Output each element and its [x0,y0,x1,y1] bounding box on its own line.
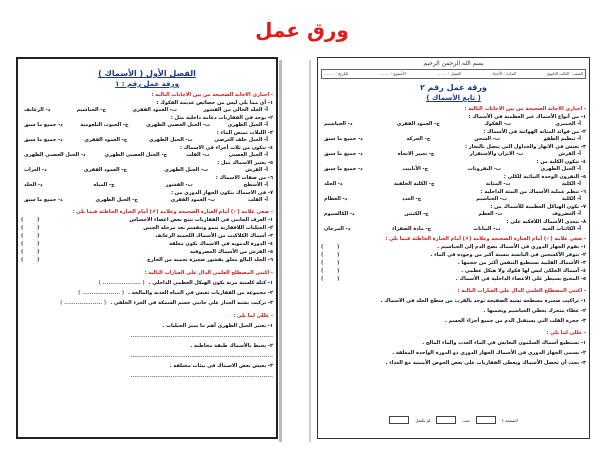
mcq-option[interactable]: د- جميع ما سبق [324,166,363,172]
mcq-option[interactable]: د- الزعانف [24,107,51,113]
mcq-question: ٦- تنظم عملية الأسماك من البيئة الداخلية : [480,189,586,195]
mcq-option[interactable]: د- الحبل العصبي الظهري [24,152,86,158]
terms-heading: - اكتبي المصطلح العلمي الدال على العبارات التالية : [144,270,273,276]
mcq-option[interactable]: ج- تغيير الاتجاه [397,151,435,157]
mcq-option[interactable]: أ- الحبل خلف الغرضي [214,137,268,143]
mcq-option[interactable]: ب- الخياشيم [476,196,508,202]
mcq-heading: - اختاري الاجابة الصحيحة من بين الاجابات التالية : [151,92,273,98]
footer-done-label: تمت [462,417,470,423]
mcq-question: ٥- يعتبر الاسماك مثل : [217,160,273,166]
true-false-item [321,260,586,267]
mcq-question: ٧- تكون الهياكل العظمية للأسماك من : [490,204,586,210]
mcq-option[interactable]: د- الكالسيوم [324,211,355,217]
mcq-question: ٤- تتكون الكلية من : [536,159,586,165]
mcq-option[interactable]: ب- الاتزان والاستقرار [469,151,524,157]
statement-text: ٣- الأسماك القلبية تستطيع التنفس أكثر من حجمها . [457,260,586,266]
statement-text: ٥- المخيخ يسيطر على الاعضاء الداخلية في الأسماك . [455,276,586,282]
mcq-option[interactable]: ج- الخياشيم [76,107,106,113]
reasons-heading: - عللي لما يلي : [546,330,586,336]
mcq-option[interactable]: ب- القشور [165,182,193,188]
mcq-options [24,122,268,129]
page-1-subtitle: ورقة عمل رقم : ١ [115,80,179,88]
mcq-option[interactable]: أ- الأسطح [243,182,268,188]
mcq-options [324,211,581,218]
mcq-question: ٢- من فوائد المثانة الهوائية في الأسماك : [483,129,586,135]
mcq-question: ١- أي مما يلي ليس من خصائص عديمة الفكوك : [156,100,273,106]
mcq-question: ٧- في الاسماك يتكون الجهاز الدوري من : [171,190,273,196]
mcq-option[interactable]: أ- تنظيم الطفو [543,136,581,142]
mcq-options [24,137,268,144]
mcq-option[interactable]: د- المرجان [324,226,351,232]
mcq-options [24,197,268,204]
true-false-item [321,244,586,251]
statement-text: ٥- القرش من الأسماك الغضروفية [190,249,273,255]
statement-text: ١- العرف الجانبي في الفقاريات تنتج بعض اعضاء الاحساس [129,217,273,223]
answer-marker[interactable]: ( ) [321,252,346,258]
term-item-text: ٣- تركيب يشبه الجدار على جانبي جسم السمكة في الجزء الخلفي . [110,300,273,306]
statement-text: ٤- أسماك الجلكى ليس لها فكوك ولا هيكل عظمي . [461,268,586,274]
mcq-option[interactable]: ب- المثانة [485,181,511,187]
statement-text: ٣- أسماك الكلاكنث من الأسماك اللحمية الزعانف [155,233,273,239]
statement-text: ١- يقوم الجهاز الدوري في الأسماك بضخ الدم إلى الخياشيم . [437,244,586,250]
mcq-option[interactable]: أ- القرش [558,151,581,157]
mcq-option[interactable]: ب- الحبل الظهري [164,167,209,173]
mcq-option[interactable]: ج- المياه [93,182,115,188]
mcq-option[interactable]: ج- الكيتين [404,211,429,217]
mcq-option[interactable]: أ- الجمبري [555,121,581,127]
answer-marker[interactable]: ( ) [321,276,346,282]
true-false-item [21,225,273,232]
mcq-option[interactable]: أ- الحيل العصبي [228,152,268,158]
true-false-section [18,217,276,264]
mcq-option[interactable]: أ- القرش [245,167,268,173]
terms-section [18,280,276,307]
true-false-item [21,241,273,248]
answer-marker[interactable]: ( ) [321,268,346,274]
reasons-heading: - عللي لما يلي : [233,313,273,319]
true-false-item [21,217,273,224]
answer-marker[interactable]: ( ) [321,244,346,250]
mcq-option[interactable]: د- العظام [324,196,348,202]
mcq-question: ٨- تتغذى الأسماك اللافكية على : [506,219,586,225]
mcq-option[interactable]: أ- الجلد الخالي من القشور [203,107,268,113]
true-false-item [21,249,273,256]
statement-text: ٦- الجلد البالغ مغلق بقشور صغيرة تحميه من الخارج [147,257,273,263]
mcq-question: ٥- النفرون الوحدة البنائية للكلى : [503,174,586,180]
mcq-options [324,121,581,128]
mcq-options [24,182,268,189]
mcq-question: ٣- تعيش في الانهار والجداول التي تتصل بالبحار : [465,144,586,150]
mcq-option[interactable]: أ- الغضروف [552,211,581,217]
footer-box [389,416,409,424]
mcq-question: ١- من أنواع الأسماك غير العظمية في الأسماك : [468,114,586,120]
footer-box [476,416,496,424]
mcq-option[interactable]: أ- الكائنات الحية [542,226,581,232]
reason-question [321,350,586,357]
answer-line[interactable]: ........................................................................... [130,333,273,339]
mcq-option[interactable]: د- الجلد [324,181,343,187]
reason-question: ٢- يحيط بالأسماك طبقة مخاطية . [190,343,273,349]
statement-text: ٢- يتوفر الأكسجين في اليابسة بنسبة أكبر من وجوده في الماء . [430,252,586,258]
answer-line[interactable]: ........................................................................... [130,373,273,379]
page-shadow [279,60,282,442]
mcq-option[interactable]: ج- الغدد [402,196,422,202]
page-footer [318,416,589,424]
terms-section [318,298,589,325]
mcq-option[interactable]: د- الجلد [24,182,43,188]
answer-blank[interactable]: ( .................... ) [98,280,145,286]
mcq-heading: - اختاري الاجابة الصحيحة من بين الاجابات التالية : [464,106,586,112]
term-item [21,290,273,297]
mcq-option[interactable]: د- جميع ما سبق [24,137,63,143]
mcq-option[interactable]: ج- مادة الصفراء [392,226,432,232]
term-item [321,298,586,305]
mcq-option[interactable]: ب- النباتات [473,226,501,232]
true-false-item [21,233,273,240]
term-item [21,300,273,307]
mcq-option[interactable]: د- الخياشيم [324,121,353,127]
mcq-options [24,152,268,159]
mcq-options [324,151,581,158]
answer-marker[interactable]: ( ) [321,260,346,266]
mcq-option[interactable]: ج- الحبل الظهري [95,197,138,203]
mcq-option[interactable]: ب- القلب [186,152,210,158]
header-field: المادة : الأحياء [492,71,517,76]
true-false-item [21,257,273,264]
reason-question [321,340,586,347]
page-gutter [309,60,311,442]
true-false-item [321,276,586,283]
footer-incomplete-label: لم تكتمل [415,417,431,423]
mcq-option[interactable]: ب- الحبل الظهري [148,137,193,143]
page-1-title: الفصل الأول ( الأسماك ) [98,69,196,78]
true-false-heading: - ضعي علامة (✓) أمام العبارة الصحيحة وعلامة (✗) أمام العبارة الخاطئة فيما يلي : [72,209,273,215]
term-item-text: ٢- غطاء متحرك يغطي الخياشيم ويحميها . [483,308,586,314]
header-field: الفصل : ........ [436,71,462,76]
mcq-option[interactable]: د- جميع ما سبق [324,136,363,142]
term-item-text: ١- تراكيب صغيرة مسطحة تشبه الصفيحة توجد بالقرب من سطح الجلد في الاسماك . [380,298,586,304]
mcq-section [18,100,276,204]
mcq-option[interactable]: ب- الشحن [474,136,500,142]
footer-page-number: الصفحة ٢ [501,417,518,423]
reason-question: ١- يعتبر الحبل الظهري أهم ما يميز الحبليات . [162,323,273,329]
answer-marker[interactable]: ( ) [21,249,46,255]
mcq-option[interactable]: ج- العمود الفقري [396,121,440,127]
term-item-text: ١- كتلة كلسية مرنة تكون الهيكل العظمي الداخلي . [148,280,273,286]
mcq-option[interactable]: د- جميع ما سبق [24,197,63,203]
reasons-section [318,340,589,367]
true-false-section [318,244,589,283]
mcq-option[interactable]: ج- الحبل العصبي الظهري [104,152,168,158]
mcq-option[interactable]: ب- النفرونات [467,166,501,172]
mcq-option[interactable]: أ- الحبل الظهري [540,166,581,172]
header-field: الصف : الثالث الثانوي [546,71,583,76]
mcq-options [24,107,268,114]
reason-question-text: ٢- يسمى الجهاز الدوري في الأسماك الجهاز الدوري ذو الدورة الواحدة المغلقة . [392,350,586,356]
header-field: التاريخ : ........ [324,71,349,76]
mcq-question: ٦- من صفات الاسماك : [215,175,273,181]
mcq-option[interactable]: د- الغراب [24,167,47,173]
mcq-options [24,167,268,174]
terms-heading: - اكتبي المصطلح العلمي الدال على العبارات التالية : [457,288,586,294]
true-false-item [321,268,586,275]
mcq-option[interactable]: ب- الفكوك [484,121,511,127]
term-item [321,308,586,315]
reason-question [321,360,586,367]
mcq-options [324,136,581,143]
mcq-option[interactable]: ج- العمود الفقري [84,137,128,143]
answer-blank[interactable]: ( .................... ) [60,300,107,306]
reason-question: ٣- يعيش بعض الاسماك في بيئات مختلفة . [169,363,273,369]
mcq-option[interactable]: ج- العمود الفقري [83,167,128,173]
reasons-section [18,323,276,380]
term-item [321,318,586,325]
term-item-text: ٢- مجموعة من الفقاريات تعيش في المياه العذبة والمالحة . [128,290,273,296]
page-2-title: ورقة عمل رقم ٢ [420,83,487,92]
reason-question-text: ١- تستطيع أسماك السلمون التعايش في الماء العذب والماء المالح . [422,340,586,346]
mcq-option[interactable]: أ- الكلية [561,181,581,187]
answer-marker[interactable]: ( ) [21,241,46,247]
term-item [21,280,273,287]
mcq-options [324,166,581,173]
page-2-subtitle: ( تابع الأسماك ) [426,94,481,102]
worksheet-main-title: ورق عمل [255,18,349,42]
worksheet-page-2 [317,57,590,439]
mcq-option[interactable]: ب- العمود الفقري [170,197,216,203]
statement-text: ٤- الدورة الدموية في الاسماك تكون مغلقة [169,241,273,247]
mcq-options [324,196,581,203]
mcq-option[interactable]: د- جميع ما سبق [24,122,63,128]
mcq-option[interactable]: أ- الكلية [561,196,581,202]
answer-marker[interactable]: ( ) [21,225,46,231]
mcq-option[interactable]: ج- الأنابيب [402,166,429,172]
mcq-section [318,114,589,233]
footer-box [436,416,456,424]
mcq-question: ٤- تتكون من ثلاث أجزاء في الاسماك : [179,145,273,151]
mcq-question: ٢- يوجد في الفقاريات دعامة داخلية مثل : [170,115,273,121]
term-item-text: ٣- حجرة القلب التي يستقبل الدم من جميع أجزاء الجسم . [444,318,586,324]
mcq-option[interactable]: أ- القلب [247,197,268,203]
mcq-option[interactable]: ب- العمود الفقري [132,107,177,113]
header-field: الأسبوع : ........ [379,71,406,76]
answer-line[interactable]: ........................................................................... [130,353,273,359]
mcq-option[interactable]: ج- الكلية الخلفية [393,181,435,187]
mcq-option[interactable]: أ- الحبل الظهري [227,122,268,128]
answer-blank[interactable]: ( .................... ) [78,290,125,296]
answer-marker[interactable]: ( ) [21,217,46,223]
answer-marker[interactable]: ( ) [21,233,46,239]
mcq-option[interactable]: ج- الحركة [406,136,431,142]
page-header-bar [321,69,586,79]
mcq-option[interactable]: د- جميع ما سبق [324,151,363,157]
mcq-option[interactable]: ج- الجيوب البلعومية [80,122,129,128]
mcq-option[interactable]: ب- الحبل العصبي الظهري [146,122,211,128]
statement-text: ٢- الحبليات اللافقارية تنمو وتنقسم بعد مرحلة الجنين [143,225,273,231]
mcq-question: ٣- اللبلاب تمتص الماء : [216,130,273,136]
true-false-heading: - ضعي علامة (✓) أمام العبارة الصحيحة وعلامة (✗) أمام العبارة الخاطئة فيما يلي : [385,236,586,242]
mcq-options [324,226,581,233]
worksheet-page-1 [16,57,278,439]
mcq-option[interactable]: ب- العظم [478,211,503,217]
true-false-item [321,252,586,259]
basmala: بسم الله الرحمن الرحيم [423,60,484,67]
answer-marker[interactable]: ( ) [21,257,46,263]
mcq-options [324,181,581,188]
reason-question-text: ٣- يجب أن تحصل الأسماك ويعطى الفقاريات على بعض الحوض الأمينية مع الغذاء . [385,360,586,366]
